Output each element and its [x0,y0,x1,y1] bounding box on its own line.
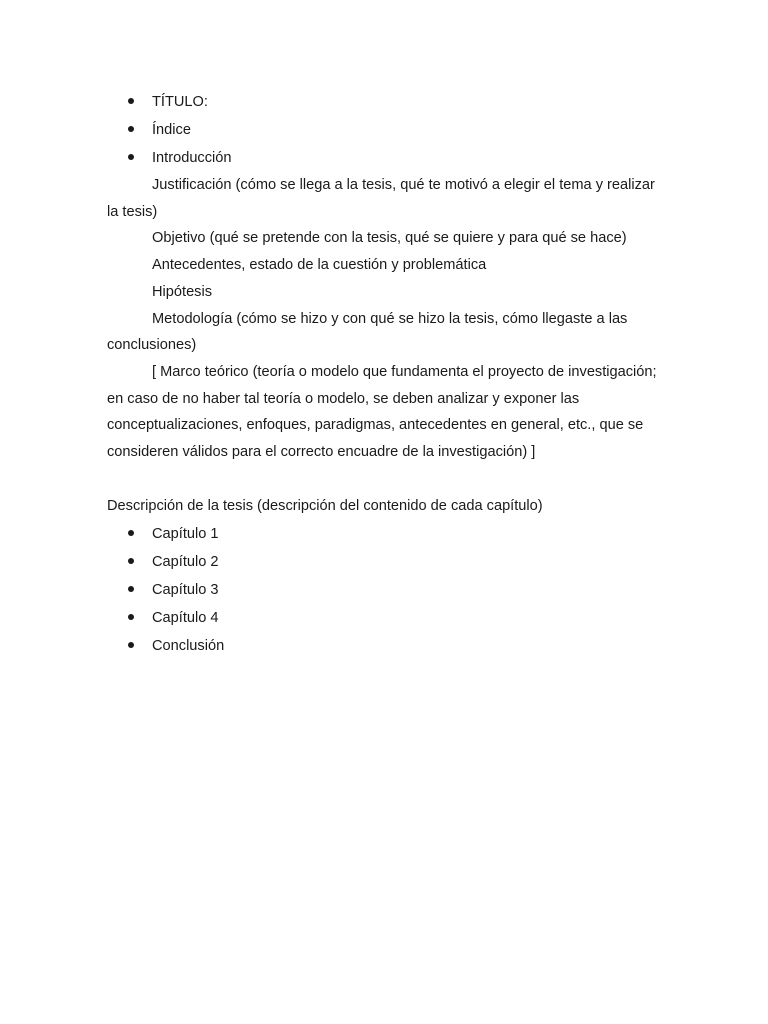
bullet-icon [128,614,134,620]
top-bullet-list [107,88,667,172]
list-item-label: Conclusión [152,637,225,654]
list-item-capitulo-3 [107,576,667,604]
list-item-conclusion [107,632,667,660]
bullet-icon [128,558,134,564]
bullet-icon [128,586,134,592]
objetivo-paragraph: Objetivo (qué se pretende con la tesis, qué se quiere y para qué se hace) [152,230,627,247]
list-item-label: Capítulo 4 [152,609,219,626]
bullet-icon [128,98,134,104]
list-item-label: TÍTULO: [152,94,208,110]
list-item-indice [107,116,667,144]
bullet-icon [128,530,134,536]
list-item-capitulo-4 [107,604,667,632]
metodologia-paragraph: Metodología (cómo se hizo y con qué se hizo la tesis, cómo llegaste a las conclusiones) [107,310,628,354]
list-item-capitulo-2 [107,548,667,576]
document-page [107,88,667,660]
bullet-icon [128,154,134,160]
bullet-icon [128,126,134,132]
hipotesis-paragraph: Hipótesis [152,283,213,300]
bullet-icon [128,642,134,648]
list-item-capitulo-1 [107,520,667,548]
list-item-label: Introducción [152,150,232,166]
list-item-introduccion [107,144,667,172]
antecedentes-paragraph: Antecedentes, estado de la cuestión y problemática [152,257,487,274]
description-heading: Descripción de la tesis (descripción del contenido de cada capítulo) [107,497,543,514]
justificacion-paragraph: Justificación (cómo se llega a la tesis, qué te motivó a elegir el tema y realizar la tesis) [107,177,655,220]
list-item-label: Capítulo 3 [152,581,219,598]
section-spacer [107,466,667,492]
chapter-bullet-list [107,520,667,660]
list-item-label: Capítulo 2 [152,553,219,570]
list-item-label: Capítulo 1 [152,525,219,542]
list-item-label: Índice [152,122,191,138]
marco-teorico-paragraph: [ Marco teórico (teoría o modelo que fundamenta el proyecto de investigación; en caso de no haber tal teoría o modelo, se deben analizar y exponer las conceptualizaciones, enfoques, paradigmas, antecedentes en general, etc., que se consideren válidos para el correcto encuadre de la investigación) ] [107,363,657,461]
list-item-titulo [107,88,667,116]
